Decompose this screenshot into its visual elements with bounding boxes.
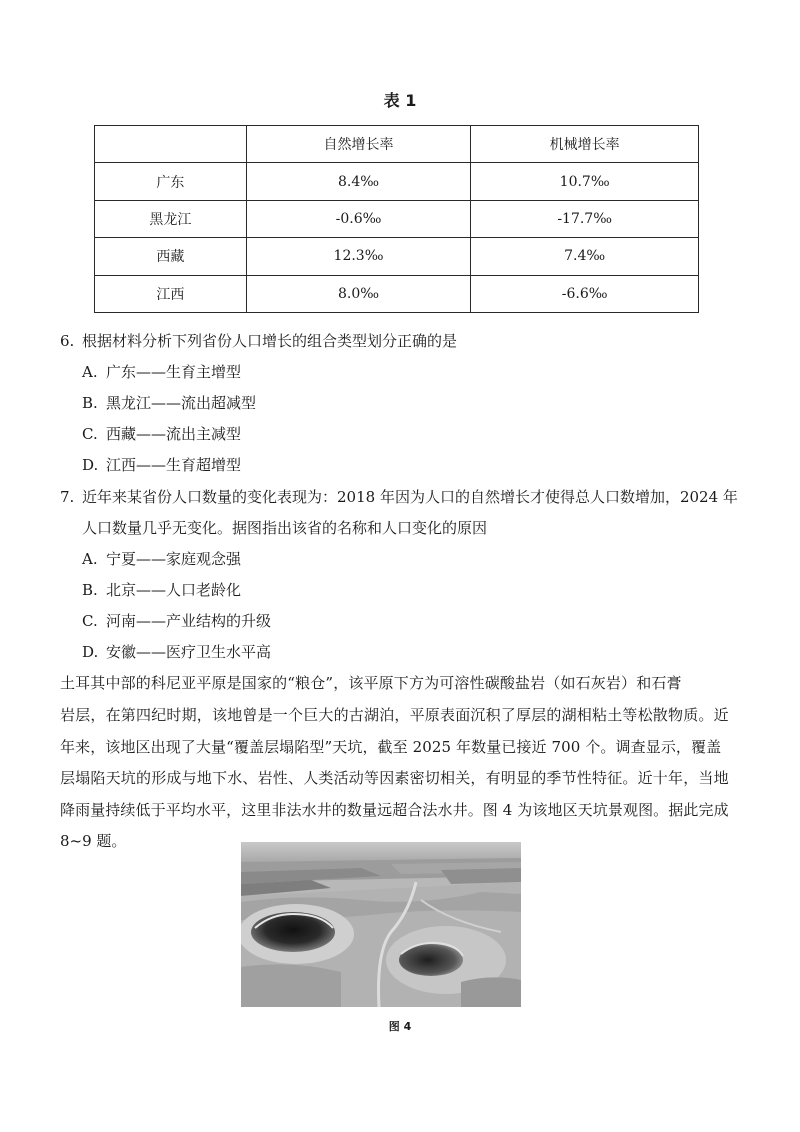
province-cell: 黑龙江 bbox=[95, 200, 247, 237]
option-text: 广东——生育主增型 bbox=[106, 363, 242, 381]
q6-option-a[interactable] bbox=[82, 362, 241, 382]
question-7-stem bbox=[60, 487, 738, 507]
mechanical-growth-cell: 7.4‰ bbox=[471, 238, 699, 275]
passage-line: 土耳其中部的科尼亚平原是国家的“粮仓”，该平原下方为可溶性碳酸盐岩（如石灰岩）和石膏 bbox=[60, 674, 682, 692]
option-letter: C. bbox=[82, 612, 98, 630]
population-growth-table bbox=[94, 125, 699, 313]
q6-option-c[interactable] bbox=[82, 424, 241, 444]
table-header-row bbox=[95, 126, 699, 163]
natural-growth-cell: 8.0‰ bbox=[246, 275, 471, 312]
q7-option-b[interactable] bbox=[82, 580, 241, 600]
option-letter: B. bbox=[82, 581, 98, 599]
q6-option-d[interactable] bbox=[82, 455, 241, 475]
option-text: 宁夏——家庭观念强 bbox=[106, 550, 242, 568]
option-text: 河南——产业结构的升级 bbox=[106, 612, 272, 630]
header-mechanical-growth: 机械增长率 bbox=[471, 126, 699, 163]
mechanical-growth-cell: -6.6‰ bbox=[471, 275, 699, 312]
option-letter: D. bbox=[82, 456, 99, 474]
table-caption: 表 1 bbox=[383, 91, 417, 110]
table-row bbox=[95, 200, 699, 237]
passage-line: 层塌陷天坑的形成与地下水、岩性、人类活动等因素密切相关，有明显的季节性特征。近十年，当地 bbox=[60, 769, 729, 787]
option-letter: A. bbox=[82, 550, 98, 568]
mechanical-growth-cell: 10.7‰ bbox=[471, 163, 699, 200]
figure-caption: 图 4 bbox=[388, 1020, 412, 1033]
sinkhole-landscape-photo bbox=[241, 842, 521, 1007]
question-6-stem bbox=[60, 331, 457, 351]
province-cell: 江西 bbox=[95, 275, 247, 312]
option-letter: C. bbox=[82, 425, 98, 443]
passage-line: 8~9 题。 bbox=[60, 832, 127, 850]
table-row bbox=[95, 163, 699, 200]
header-cell-empty bbox=[95, 126, 247, 163]
natural-growth-cell: -0.6‰ bbox=[246, 200, 471, 237]
question-number: 7. bbox=[60, 488, 75, 506]
natural-growth-cell: 8.4‰ bbox=[246, 163, 471, 200]
question-number: 6. bbox=[60, 332, 75, 350]
q7-option-d[interactable] bbox=[82, 642, 271, 662]
passage-line: 岩层，在第四纪时期，该地曾是一个巨大的古湖泊，平原表面沉积了厚层的湖相粘土等松散物质。近 bbox=[60, 706, 729, 724]
option-text: 北京——人口老龄化 bbox=[106, 581, 242, 599]
mechanical-growth-cell: -17.7‰ bbox=[471, 200, 699, 237]
table-row bbox=[95, 275, 699, 312]
option-text: 西藏——流出主减型 bbox=[106, 425, 242, 443]
option-letter: D. bbox=[82, 643, 99, 661]
question-text-line-1: 近年来某省份人口数量的变化表现为：2018 年因为人口的自然增长才使得总人口数增加，2024 年 bbox=[82, 488, 738, 506]
option-text: 江西——生育超增型 bbox=[106, 456, 242, 474]
question-text: 根据材料分析下列省份人口增长的组合类型划分正确的是 bbox=[82, 332, 458, 350]
table-row bbox=[95, 238, 699, 275]
option-text: 安徽——医疗卫生水平高 bbox=[106, 643, 272, 661]
option-letter: B. bbox=[82, 394, 98, 412]
option-letter: A. bbox=[82, 363, 98, 381]
province-cell: 广东 bbox=[95, 163, 247, 200]
option-text: 黑龙江——流出超减型 bbox=[106, 394, 257, 412]
header-natural-growth: 自然增长率 bbox=[246, 126, 471, 163]
question-text-line-2: 人口数量几乎无变化。据图指出该省的名称和人口变化的原因 bbox=[82, 519, 488, 537]
natural-growth-cell: 12.3‰ bbox=[246, 238, 471, 275]
q6-option-b[interactable] bbox=[82, 393, 256, 413]
province-cell: 西藏 bbox=[95, 238, 247, 275]
passage-line: 年来，该地区出现了大量“覆盖层塌陷型”天坑，截至 2025 年数量已接近 700 个。调查显示，覆盖 bbox=[60, 738, 722, 756]
q7-option-a[interactable] bbox=[82, 549, 241, 569]
q7-option-c[interactable] bbox=[82, 611, 271, 631]
passage-line: 降雨量持续低于平均水平，这里非法水井的数量远超合法水井。图 4 为该地区天坑景观图。据此完成 bbox=[60, 801, 729, 819]
